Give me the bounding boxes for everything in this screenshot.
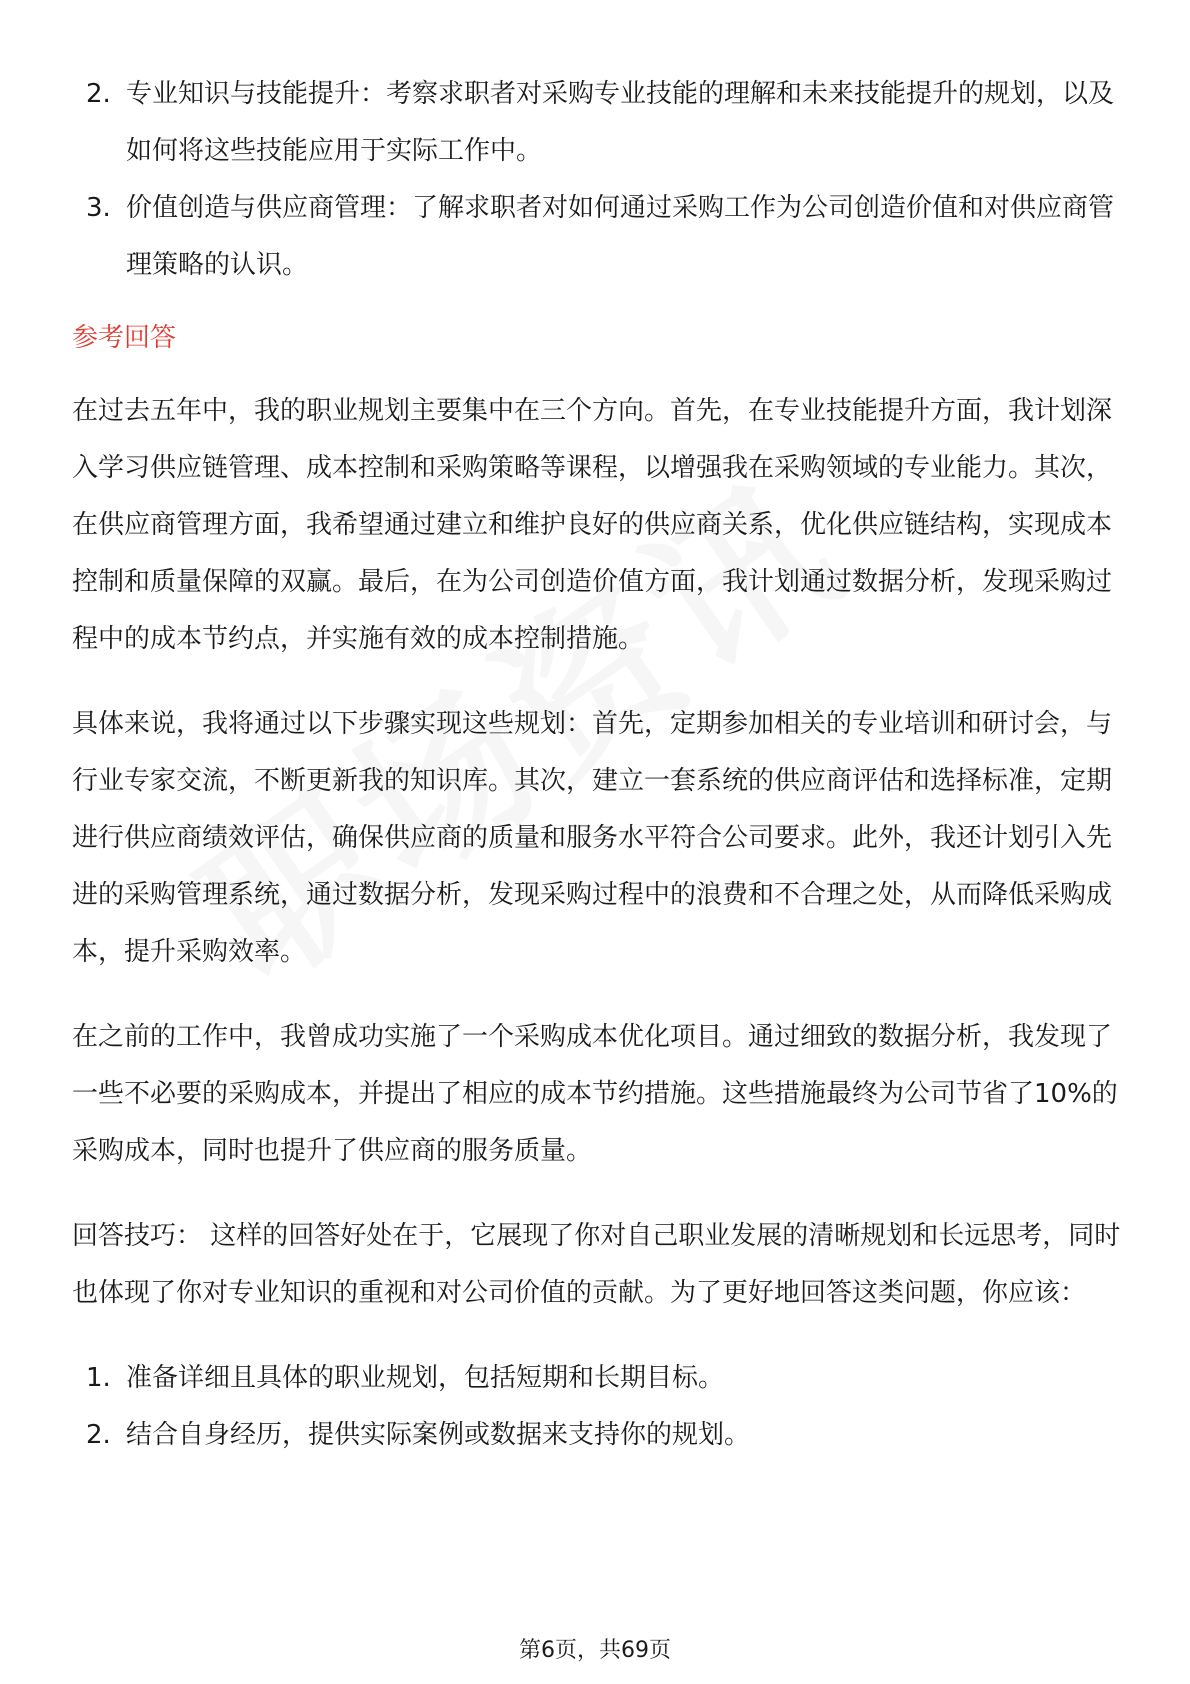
list-number: 1. [86, 1363, 111, 1393]
list-text: 结合自身经历，提供实际案例或数据来支持你的规划。 [126, 1420, 751, 1450]
list-text: 专业知识与技能提升：考察求职者对采购专业技能的理解和未来技能提升的规划，以及如何将这些技能应用于实际工作中。 [126, 79, 1115, 166]
list-item [72, 1350, 1122, 1407]
tips-list [72, 1350, 1122, 1464]
paragraph: 在之前的工作中，我曾成功实施了一个采购成本优化项目。通过细致的数据分析，我发现了一些不必要的采购成本，并提出了相应的成本节约措施。这些措施最终为公司节省了10%的采购成本，同时也提升了供应商的服务质量。 [72, 1022, 1118, 1166]
paragraph: 具体来说，我将通过以下步骤实现这些规划：首先，定期参加相关的专业培训和研讨会，与行业专家交流，不断更新我的知识库。其次，建立一套系统的供应商评估和选择标准，定期进行供应商绩效评估，确保供应商的质量和服务水平符合公司要求。此外，我还计划引入先进的采购管理系统，通过数据分析，发现采购过程中的浪费和不合理之处，从而降低采购成本，提升采购效率。 [72, 709, 1113, 967]
paragraph: 在过去五年中，我的职业规划主要集中在三个方向。首先，在专业技能提升方面，我计划深入学习供应链管理、成本控制和采购策略等课程，以增强我在采购领域的专业能力。其次，在供应商管理方面，我希望通过建立和维护良好的供应商关系，优化供应链结构，实现成本控制和质量保障的双赢。最后，在为公司创造价值方面，我计划通过数据分析，发现采购过程中的成本节约点，并实施有效的成本控制措施。 [72, 396, 1113, 654]
list-number: 2. [86, 1420, 111, 1450]
list-text: 准备详细且具体的职业规划，包括短期和长期目标。 [126, 1363, 725, 1393]
list-number: 3. [86, 193, 111, 223]
list-text: 价值创造与供应商管理：了解求职者对如何通过采购工作为公司创造价值和对供应商管理策略的认识。 [126, 193, 1115, 280]
answer-tips-paragraph: 回答技巧： 这样的回答好处在于，它展现了你对自己职业发展的清晰规划和长远思考，同时也体现了你对专业知识的重视和对公司价值的贡献。为了更好地回答这类问题，你应该： [72, 1221, 1121, 1308]
page-number: 第6页，共69页 [519, 1638, 671, 1663]
list-item [72, 1407, 1122, 1464]
list-item [72, 180, 1122, 294]
document-content [72, 66, 1122, 1464]
list-number: 2. [86, 79, 111, 109]
section-title: 参考回答 [72, 323, 177, 353]
list-item [72, 66, 1122, 180]
assessment-list [72, 66, 1122, 294]
